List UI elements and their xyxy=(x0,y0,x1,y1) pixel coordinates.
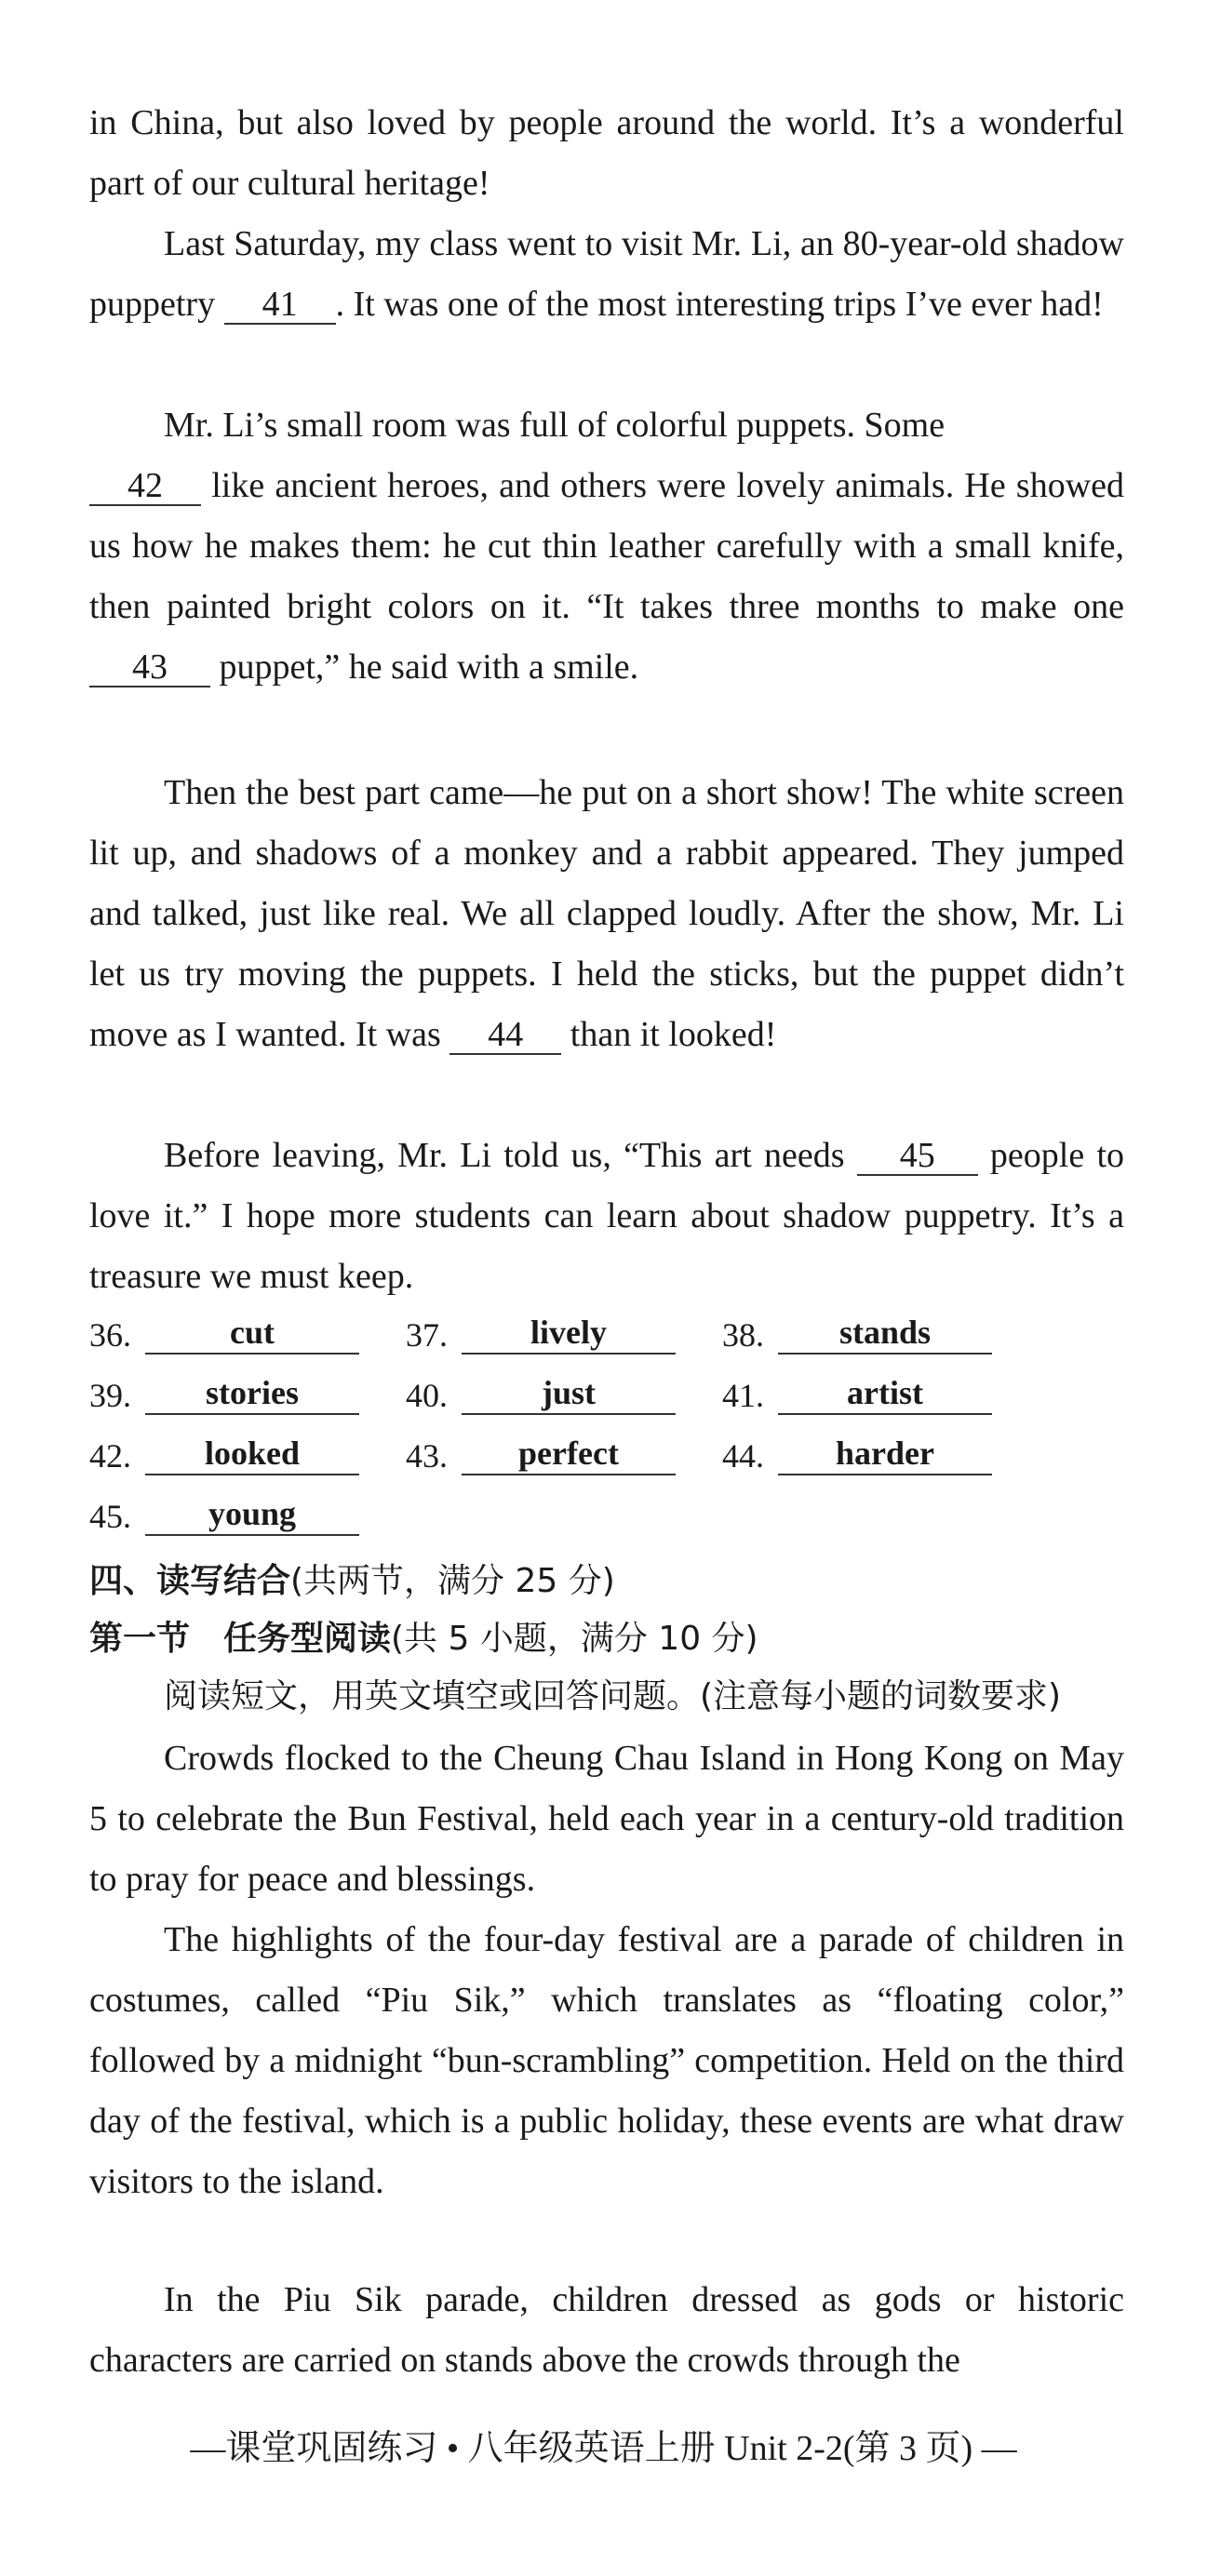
passage-paragraph-4: Then the best part came—he put on a short show! The white screen lit up, and shadows of a monkey and a rabbit appeared. They jumped and talked, just like real. We all clapped loudly. After the show, Mr. Li let us try moving the puppets. I held the sticks, but the puppet didn’t move as I wanted. It was 44 than it looked! xyxy=(89,773,1124,1054)
blank-41[interactable]: 41 xyxy=(224,286,336,325)
passage-paragraph-3: Mr. Li’s small room was full of colorful puppets. Some 42 like ancient heroes, and others were lovely animals. He showed us how he makes them: he cut thin leather carefully with a small knife, then painted bright colors on it. “It takes three months to make one 43 puppet,” he said with a smile. xyxy=(89,406,1124,687)
answer-39: 39. stories xyxy=(89,1372,359,1415)
answer-37: 37. lively xyxy=(406,1312,676,1355)
answer-38: 38. stands xyxy=(722,1312,992,1355)
answer-36: 36. cut xyxy=(89,1312,359,1355)
page-footer: —课堂巩固练习 • 八年级英语上册 Unit 2-2(第 3 页) — xyxy=(190,2429,1017,2468)
reading-paragraph-1: Crowds flocked to the Cheung Chau Island in Hong Kong on May 5 to celebrate the Bun Festival, held each year in a century-old tradition to pray for peace and blessings. xyxy=(89,1739,1124,1899)
instructions: 阅读短文，用英文填空或回答问题。(注意每小题的词数要求) xyxy=(164,1677,1062,1715)
blank-43[interactable]: 43 xyxy=(89,648,210,687)
blank-42[interactable]: 42 xyxy=(89,467,201,506)
answer-42: 42. looked xyxy=(89,1433,359,1475)
blank-45[interactable]: 45 xyxy=(857,1137,978,1176)
answer-41: 41. artist xyxy=(722,1372,992,1415)
answer-44: 44. harder xyxy=(722,1433,992,1475)
answer-40: 40. just xyxy=(406,1372,676,1415)
answer-43: 43. perfect xyxy=(406,1433,676,1475)
passage-paragraph-1: in China, but also loved by people around the world. It’s a wonderful part of our cultural heritage! xyxy=(89,103,1124,203)
subsection-heading: 第一节 任务型阅读(共 5 小题，满分 10 分) xyxy=(89,1620,758,1658)
section-heading: 四、读写结合(共两节，满分 25 分) xyxy=(89,1562,615,1600)
blank-44[interactable]: 44 xyxy=(449,1016,561,1055)
passage-paragraph-5: Before leaving, Mr. Li told us, “This art needs 45 people to love it.” I hope more students can learn about shadow puppetry. It’s a treasure we must keep. xyxy=(89,1136,1124,1296)
reading-paragraph-3: In the Piu Sik parade, children dressed as gods or historic characters are carried on stands above the crowds through the xyxy=(89,2280,1124,2380)
reading-paragraph-2: The highlights of the four-day festival are a parade of children in costumes, called “Piu Sik,” which translates as “floating color,” followed by a midnight “bun-scrambling” competition. Held on the third day of the festival, which is a public holiday, these events are what draw visitors to the island. xyxy=(89,1920,1124,2201)
answer-45: 45. young xyxy=(89,1493,359,1536)
passage-paragraph-2: Last Saturday, my class went to visit Mr. Li, an 80-year-old shadow puppetry 41 . It was one of the most interesting trips I’ve ever had! xyxy=(89,224,1124,324)
